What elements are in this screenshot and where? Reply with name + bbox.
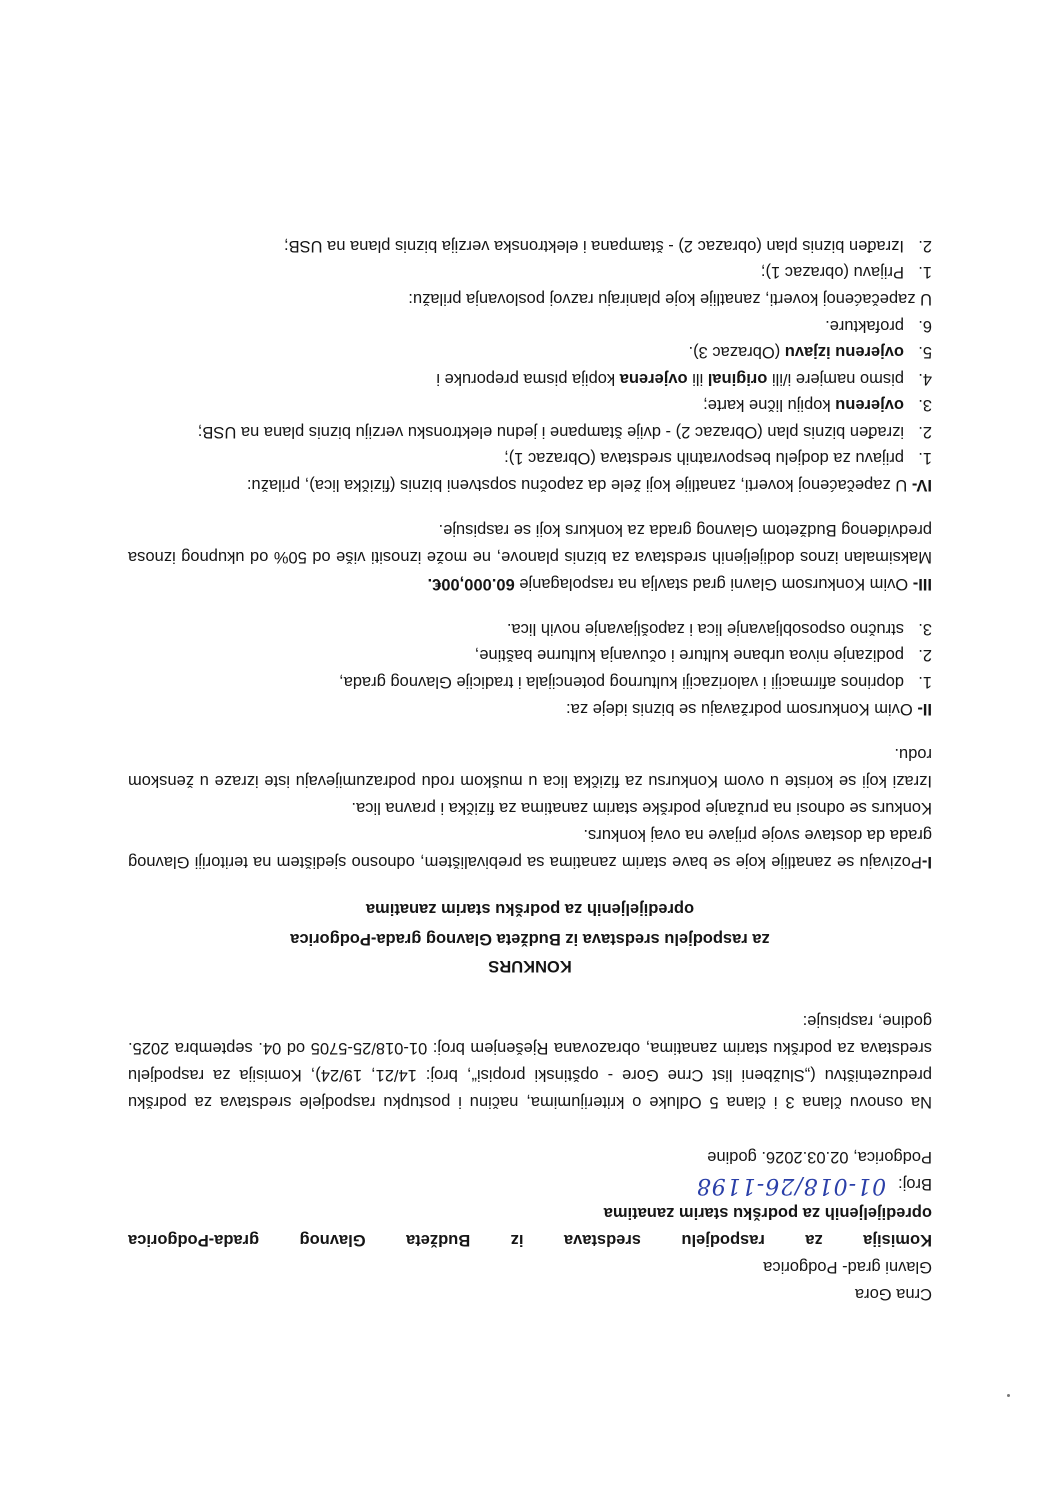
item-number: 1. xyxy=(918,263,932,282)
list-item xyxy=(128,313,932,340)
section-1 xyxy=(128,740,932,875)
list-item xyxy=(128,616,932,643)
place-date: Podgorica, 02.03.2026. godine xyxy=(707,1148,932,1166)
city: Glavni grad- Podgorica xyxy=(763,1258,932,1276)
list-item xyxy=(128,419,932,446)
item-text: ili xyxy=(687,370,708,388)
list-item xyxy=(128,642,932,669)
item-bold: ovjerenu xyxy=(835,396,904,415)
item-text: stručno osposobljavanje lica i zapošljavanje novih lica. xyxy=(506,620,904,638)
item-number: 1. xyxy=(918,449,932,468)
document-title: KONKURS xyxy=(488,957,572,975)
item-bold: original xyxy=(707,370,768,388)
section-text: Ovim Konkursom Glavni grad stavlja na raspolaganje xyxy=(514,575,913,594)
amount: 60.000,00€. xyxy=(427,575,515,594)
commission-name-line1: Komisija za raspodjelu sredstava iz Budžeta Glavnog grada-Podgorica xyxy=(128,1231,932,1249)
item-number: 2. xyxy=(918,237,932,255)
preamble: Na osnovu člana 3 i člana 5 Odluke o kriterijumima, načinu i postupku raspodjele sredstava za podršku preduzetništvu („Službeni list Crne Gore - opštinski propisi“, broj: 14/21, 19/24), Komisija za raspodjelu sredstava za podršku starim zanatima, obrazovana Rješenjem broj: 01-018/25-5705 od 04. septembra 2025. godine, raspisuje: xyxy=(128,1012,932,1111)
section-text: Ovim Konkursom podržavaju se biznis ideje za: xyxy=(566,700,918,718)
list-item xyxy=(128,233,932,260)
list-item xyxy=(128,366,932,393)
commission-name-line2: opredijeljenih za podršku starim zanatima xyxy=(603,1204,932,1222)
item-text: kopija pisma preporuke i xyxy=(436,370,620,388)
letterhead xyxy=(128,1143,932,1307)
document-subtitle-1: za raspodjelu sredstava iz Budžeta Glavnog grada-Podgorica xyxy=(290,930,770,948)
item-text: Prijavu (obrazac 1); xyxy=(760,263,904,282)
item-text: prijavu za dodjelu bespovratnih sredstava (Obrazac 1); xyxy=(504,449,904,468)
section-label: II- xyxy=(917,700,932,718)
section-4 xyxy=(128,233,932,499)
section-text: Pozivaju se zanatlije koje se bave starim zanatima sa prebivalištem, odnosno sjedištem na teritoriji Glavnog grada da dostave svoje prijave na ovaj konkurs. xyxy=(128,826,932,871)
list-item xyxy=(128,445,932,472)
list-item xyxy=(128,259,932,286)
item-text: kopiju lične karte; xyxy=(703,396,836,415)
item-number: 5. xyxy=(918,343,932,362)
section-text: Konkurs se odnosi na pružanje podrške starim zanatima za fizička i pravna lica. xyxy=(351,799,932,817)
list-item xyxy=(128,339,932,366)
item-number: 4. xyxy=(918,370,932,388)
section-text: U zapečaćenoj koverti, zanatlije koji žele da započnu sopstveni biznis (fizička lica), prilažu: xyxy=(246,476,912,495)
scan-speck xyxy=(1007,1394,1010,1397)
item-text: Izrađen biznis plan (obrazac 2) - štampana i elektronska verzija biznis plana na USB; xyxy=(284,237,904,255)
item-text: profakture. xyxy=(825,317,904,335)
list-item xyxy=(128,669,932,696)
item-number: 1. xyxy=(918,673,932,691)
section-text: U zapečaćenoj koverti, zanatlije koje planiraju razvoj poslovanja prilažu: xyxy=(408,290,932,309)
item-number: 2. xyxy=(918,423,932,441)
item-text: podizanje nivoa urbane kulture i očuvanja kulturne baštine, xyxy=(474,646,904,665)
document-body xyxy=(128,233,932,1308)
section-label: IV- xyxy=(911,476,932,495)
document-subtitle-2: opredijeljenih za podršku starim zanatima xyxy=(365,900,695,918)
section-text: Izrazi koji se koriste u ovom Konkursu za fizička lica u muškom rodu podrazumijevaju iste izraze u ženskom rodu. xyxy=(128,745,932,790)
item-bold: ovjerenu izjavu xyxy=(784,343,904,362)
item-number: 2. xyxy=(918,646,932,665)
section-2 xyxy=(128,616,932,723)
country: Crna Gora xyxy=(854,1285,932,1303)
item-text: pismo namjere i/ili xyxy=(767,370,904,388)
item-text: izrađen biznis plan (Obrazac 2) - dvije štampane i jednu elektronsku verziju biznis plana na USB; xyxy=(197,423,904,441)
reference-number xyxy=(128,1170,932,1199)
handwritten-number: 01-018/26-1198 xyxy=(695,1173,887,1198)
section-label: III- xyxy=(912,575,932,594)
section-3 xyxy=(128,517,932,598)
list-item xyxy=(128,392,932,419)
item-number: 3. xyxy=(918,620,932,638)
item-number: 6. xyxy=(918,317,932,335)
item-bold: ovjerena xyxy=(619,370,688,388)
item-text: (Obrazac 3). xyxy=(688,343,785,362)
section-text: Maksimalan iznos dodijeljenih sredstava za biznis planove, ne može iznositi više od 50% od ukupnog iznosa predviđenog Budžetom Glavnog grada za konkurs koji se raspisuje. xyxy=(128,521,932,567)
item-number: 3. xyxy=(918,396,932,415)
item-text: doprinos afirmaciji i valorizaciji kulturnog potencijala i tradicije Glavnog grada, xyxy=(339,673,904,691)
number-label: Broj: xyxy=(898,1175,932,1193)
section-label: I- xyxy=(921,853,932,871)
